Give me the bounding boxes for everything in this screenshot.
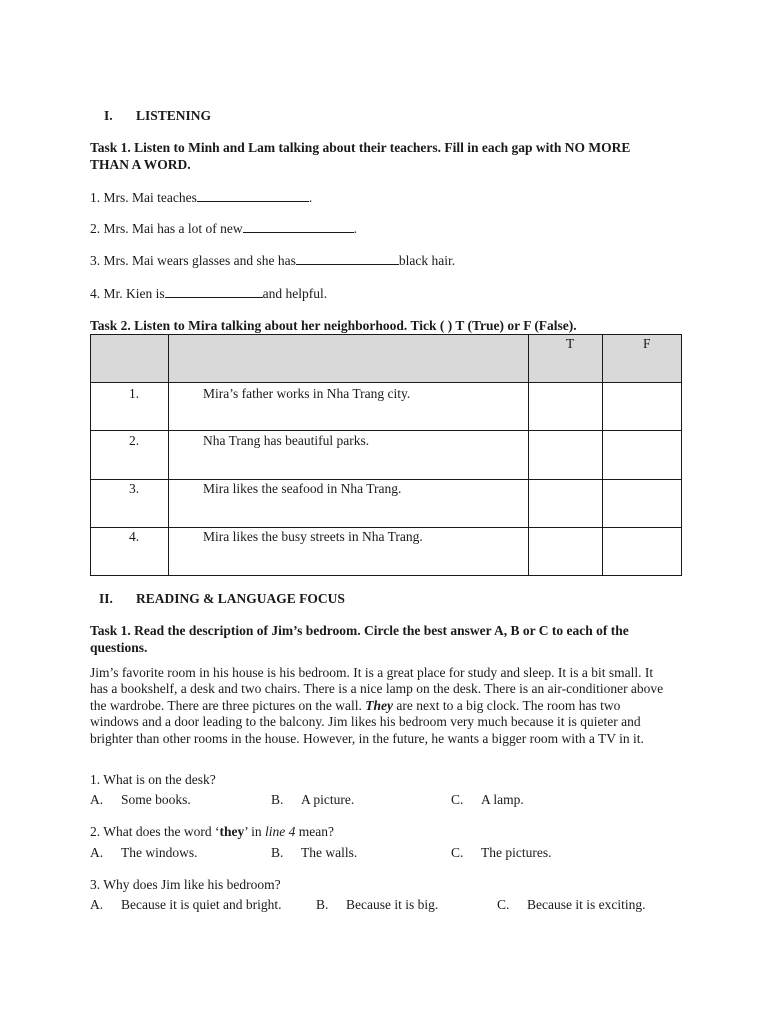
answer-blank[interactable] (197, 189, 309, 202)
gap-item-3 (90, 252, 455, 269)
option-letter-b[interactable]: B. (271, 845, 284, 860)
option-text-a[interactable]: The windows. (121, 845, 198, 860)
tick-cell-false[interactable] (603, 480, 681, 527)
column-header-true: T (566, 336, 575, 351)
gap-item-2 (90, 220, 357, 237)
gap-item-4 (90, 285, 327, 302)
gap-item-text: black hair. (398, 253, 456, 268)
gap-item-text: and helpful. (262, 286, 328, 301)
question-keyword: they (219, 824, 245, 839)
question-2 (90, 824, 334, 840)
option-text-a[interactable]: Because it is quiet and bright. (121, 897, 282, 912)
question-text: 2. What does the word ‘ (90, 824, 220, 839)
tick-cell-true[interactable] (529, 528, 602, 575)
section-numeral-reading: II. (99, 591, 113, 606)
row-statement: Mira likes the seafood in Nha Trang. (203, 481, 402, 496)
passage-line: brighter than other rooms in the house. However, in the future, he wants a bigger room with a TV in it. (90, 730, 644, 746)
task1-title-line1: Task 1. Listen to Minh and Lam talking about their teachers. Fill in each gap with NO MORE (90, 140, 631, 155)
gap-item-text: 3. Mrs. Mai wears glasses and she has (90, 253, 296, 268)
tick-cell-true[interactable] (529, 431, 602, 479)
passage-line: has a bookshelf, a desk and two chairs. There is a nice lamp on the desk. There is an air-conditioner above (90, 681, 664, 697)
passage-line (90, 698, 690, 714)
row-number: 1. (129, 386, 140, 401)
passage-keyword-they: They (365, 697, 394, 713)
row-statement: Nha Trang has beautiful parks. (203, 433, 370, 448)
passage-line: Jim’s favorite room in his house is his bedroom. It is a great place for study and sleep. It is a bit small. It (90, 665, 654, 680)
true-false-table (90, 334, 682, 576)
option-text-b[interactable]: The walls. (301, 845, 358, 860)
tick-cell-false[interactable] (603, 528, 681, 575)
gap-item-text: 1. Mrs. Mai teaches (90, 190, 197, 205)
option-text-c[interactable]: Because it is exciting. (527, 897, 646, 912)
option-letter-a[interactable]: A. (90, 845, 104, 860)
tick-cell-true[interactable] (529, 480, 602, 527)
tick-cell-false[interactable] (603, 383, 681, 430)
row-number: 2. (129, 433, 140, 448)
option-text-b[interactable]: Because it is big. (346, 897, 439, 912)
option-letter-b[interactable]: B. (271, 792, 284, 807)
gap-item-text: . (308, 190, 313, 205)
section-heading-reading: READING & LANGUAGE FOCUS (136, 591, 345, 606)
tick-cell-true[interactable] (529, 383, 602, 430)
gap-item-1 (90, 189, 312, 206)
option-letter-a[interactable]: A. (90, 897, 104, 912)
option-text-c[interactable]: A lamp. (481, 792, 524, 807)
section-heading-listening: LISTENING (136, 108, 212, 123)
row-number: 4. (129, 529, 140, 544)
question-text: ’ in (244, 824, 265, 839)
option-text-c[interactable]: The pictures. (481, 845, 552, 860)
passage-text: the wardrobe. There are three pictures on the wall. (90, 697, 366, 713)
column-header-false: F (643, 336, 651, 351)
table-header-fill (91, 335, 682, 383)
row-statement: Mira’s father works in Nha Trang city. (203, 386, 411, 401)
row-number: 3. (129, 481, 140, 496)
question-3: 3. Why does Jim like his bedroom? (90, 877, 281, 892)
section-numeral-listening: I. (104, 108, 113, 123)
answer-blank[interactable] (165, 285, 263, 298)
task2-title: Task 2. Listen to Mira talking about her neighborhood. Tick ( ) T (True) or F (False). (90, 318, 577, 333)
reading-passage (90, 665, 690, 747)
option-letter-a[interactable]: A. (90, 792, 104, 807)
answer-blank[interactable] (296, 252, 399, 265)
gap-item-text: . (353, 221, 357, 236)
option-letter-c[interactable]: C. (497, 897, 510, 912)
gap-item-text: 4. Mr. Kien is (90, 286, 165, 301)
option-text-b[interactable]: A picture. (301, 792, 355, 807)
task1-title-line2: THAN A WORD. (90, 157, 191, 172)
row-statement: Mira likes the busy streets in Nha Trang. (203, 529, 423, 544)
option-letter-c[interactable]: C. (451, 792, 464, 807)
reading-task1-title-line1: Task 1. Read the description of Jim’s bedroom. Circle the best answer A, B or C to each of the (90, 623, 629, 638)
option-text-a[interactable]: Some books. (121, 792, 191, 807)
tick-cell-false[interactable] (603, 431, 681, 479)
passage-text: are next to a big clock. The room has two (393, 697, 621, 713)
gap-item-text: 2. Mrs. Mai has a lot of new (90, 221, 243, 236)
option-letter-b[interactable]: B. (316, 897, 329, 912)
option-letter-c[interactable]: C. (451, 845, 464, 860)
question-text: mean? (295, 824, 334, 839)
passage-line: windows and a door leading to the balcony. Jim likes his bedroom very much because it is quieter and (90, 714, 641, 730)
question-line-ref: line 4 (264, 824, 296, 839)
reading-task1-title-line2: questions. (90, 640, 148, 655)
answer-blank[interactable] (243, 220, 354, 233)
question-1: 1. What is on the desk? (90, 772, 216, 787)
